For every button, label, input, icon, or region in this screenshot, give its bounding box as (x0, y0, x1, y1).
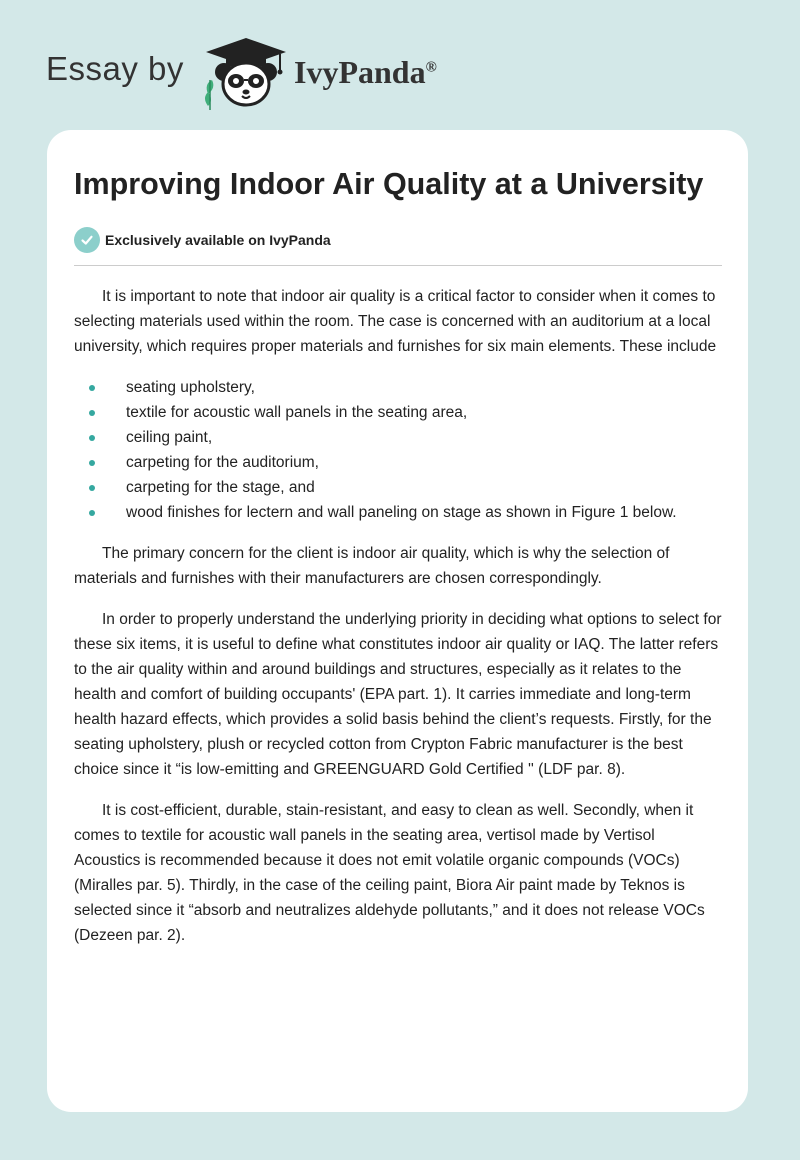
bullet-dot-icon (89, 460, 95, 466)
bullet-dot-icon (89, 485, 95, 491)
body-paragraph: The primary concern for the client is indoor air quality, which is why the selection of materials and furnishes with their manufacturers are chosen correspondingly. (74, 545, 670, 587)
brand-name: IvyPanda® (294, 54, 437, 90)
checkmark-icon (74, 227, 100, 253)
body-paragraph: It is cost-efficient, durable, stain-resistant, and easy to clean as well. Secondly, when it comes to textile for acoustic wall panels in the seating area, vertisol made by Vertisol Acoustics is recommended because it does not emit volatile organic compounds (VOCs) (Miralles par. 5). Thirdly, in the case of the ceiling paint, Biora Air paint made by Teknos is selected since it “absorb and neutralizes aldehyde pollutants,” and it does not release VOCs (Dezeen par. 2). (74, 802, 705, 944)
bullet-dot-icon (89, 410, 95, 416)
panda-graduate-icon (202, 34, 290, 110)
list-item: carpeting for the stage, and (74, 475, 722, 500)
bullet-dot-icon (89, 510, 95, 516)
page-title: Improving Indoor Air Quality at a University (74, 167, 704, 201)
exclusive-badge (74, 225, 722, 255)
essay-by-label: Essay by (46, 50, 184, 87)
body-paragraph: In order to properly understand the underlying priority in deciding what options to select for these six items, it is useful to define what constitutes indoor air quality or IAQ. The latter refers to the air quality within and around buildings and structures, especially as it relates to the health and comfort of building occupants' (EPA part. 1). It carries immediate and long-term health hazard effects, which provides a solid basis behind the client’s requests. Firstly, for the seating upholstery, plush or recycled cotton from Crypton Fabric manufacturer is the best choice since it “is low-emitting and GREENGUARD Gold Certified '' (LDF par. 8). (74, 611, 722, 778)
divider (74, 265, 722, 266)
list-item: ceiling paint, (74, 425, 722, 450)
list-item: wood finishes for lectern and wall paneling on stage as shown in Figure 1 below. (74, 500, 722, 525)
list-item: textile for acoustic wall panels in the seating area, (74, 400, 722, 425)
intro-paragraph: It is important to note that indoor air quality is a critical factor to consider when it comes to selecting materials used within the room. The case is concerned with an auditorium at a local university, which requires proper materials and furnishes for six main elements. These include (74, 288, 717, 355)
elements-list (74, 375, 722, 525)
list-item: seating upholstery, (74, 375, 722, 400)
ivy-leaf-icon (205, 80, 213, 110)
essay-card (47, 130, 748, 1112)
badge-label: Exclusively available on IvyPanda (105, 232, 331, 248)
list-item: carpeting for the auditorium, (74, 450, 722, 475)
bullet-dot-icon (89, 385, 95, 391)
bullet-dot-icon (89, 435, 95, 441)
site-header[interactable] (46, 34, 486, 112)
